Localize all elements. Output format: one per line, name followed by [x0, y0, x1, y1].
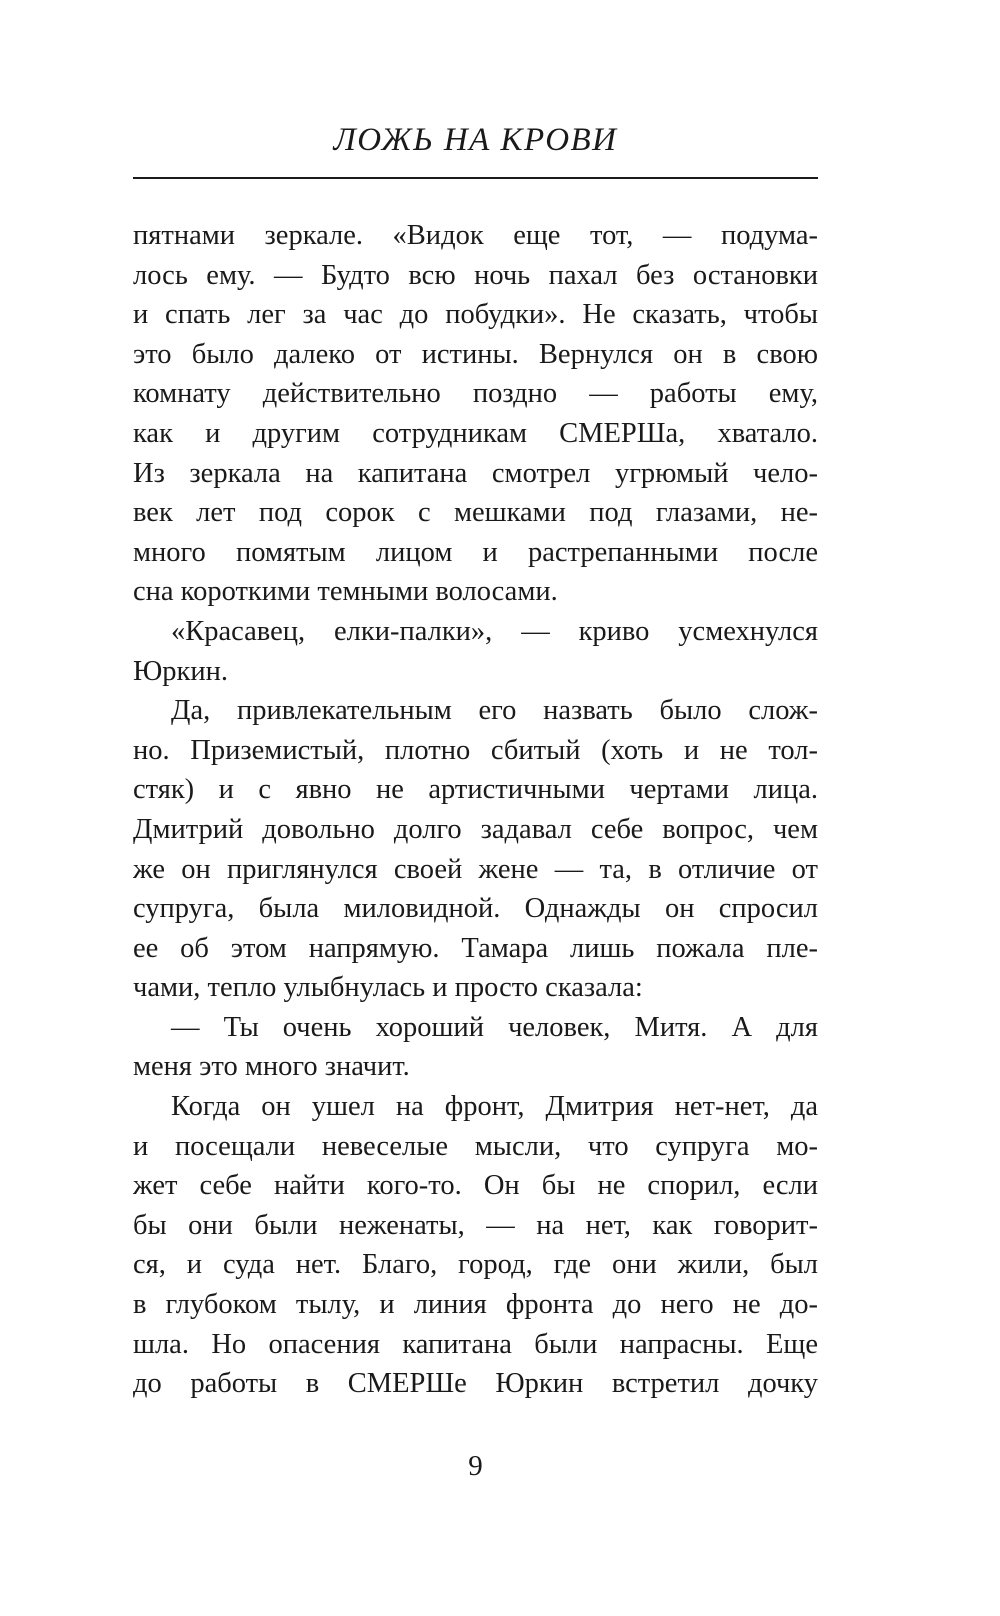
- text-line: в глубоком тылу, и линия фронта до него не до-: [133, 1289, 818, 1321]
- text-line: меня это много значит.: [133, 1051, 410, 1083]
- text-line: стяк) и с явно не артистичными чертами лица.: [133, 774, 818, 806]
- text-line: — Ты очень хороший человек, Митя. А для: [171, 1011, 818, 1043]
- text-line: сна короткими темными волосами.: [133, 576, 558, 608]
- text-line: но. Приземистый, плотно сбитый (хоть и не тол-: [133, 734, 818, 766]
- text-line: жет себе найти кого-то. Он бы не спорил, если: [133, 1170, 818, 1202]
- text-line: лось ему. — Будто всю ночь пахал без остановки: [133, 259, 818, 291]
- text-line: супруга, была миловидной. Однажды он спросил: [133, 893, 818, 925]
- text-line: чами, тепло улыбнулась и просто сказала:: [133, 972, 643, 1004]
- text-line: шла. Но опасения капитана были напрасны. Еще: [133, 1328, 818, 1360]
- text-line: и спать лег за час до побудки». Не сказать, чтобы: [133, 299, 818, 331]
- text-line: комнату действительно поздно — работы ему,: [133, 378, 818, 410]
- text-line: и посещали невеселые мысли, что супруга мо-: [133, 1130, 818, 1162]
- body-text: [133, 216, 818, 1404]
- page-number: 9: [468, 1450, 483, 1482]
- text-line: век лет под сорок с мешками под глазами, не-: [133, 497, 818, 529]
- header-rule: [133, 177, 818, 179]
- text-line: ся, и суда нет. Благо, город, где они жили, был: [133, 1249, 818, 1281]
- text-line: до работы в СМЕРШе Юркин встретил дочку: [133, 1368, 818, 1400]
- text-line: много помятым лицом и растрепанными после: [133, 536, 818, 568]
- text-line: Юркин.: [133, 655, 229, 687]
- text-line: Когда он ушел на фронт, Дмитрия нет-нет, да: [171, 1091, 818, 1123]
- text-line: Из зеркала на капитана смотрел угрюмый чело-: [133, 457, 818, 489]
- text-line: это было далеко от истины. Вернулся он в свою: [133, 338, 818, 370]
- text-line: Да, привлекательным его назвать было слож-: [171, 695, 818, 727]
- text-line: ее об этом напрямую. Тамара лишь пожала пле-: [133, 932, 818, 964]
- text-line: как и другим сотрудникам СМЕРШа, хватало.: [133, 417, 818, 449]
- text-line: же он приглянулся своей жене — та, в отличие от: [133, 853, 818, 885]
- running-title: ЛОЖЬ НА КРОВИ: [333, 122, 618, 158]
- text-line: бы они были неженаты, — на нет, как говорит-: [133, 1209, 818, 1241]
- text-line: «Красавец, елки-палки», — криво усмехнулся: [171, 615, 818, 647]
- text-line: пятнами зеркале. «Видок еще тот, — подума-: [133, 220, 818, 251]
- text-line: Дмитрий довольно долго задавал себе вопрос, чем: [133, 813, 818, 845]
